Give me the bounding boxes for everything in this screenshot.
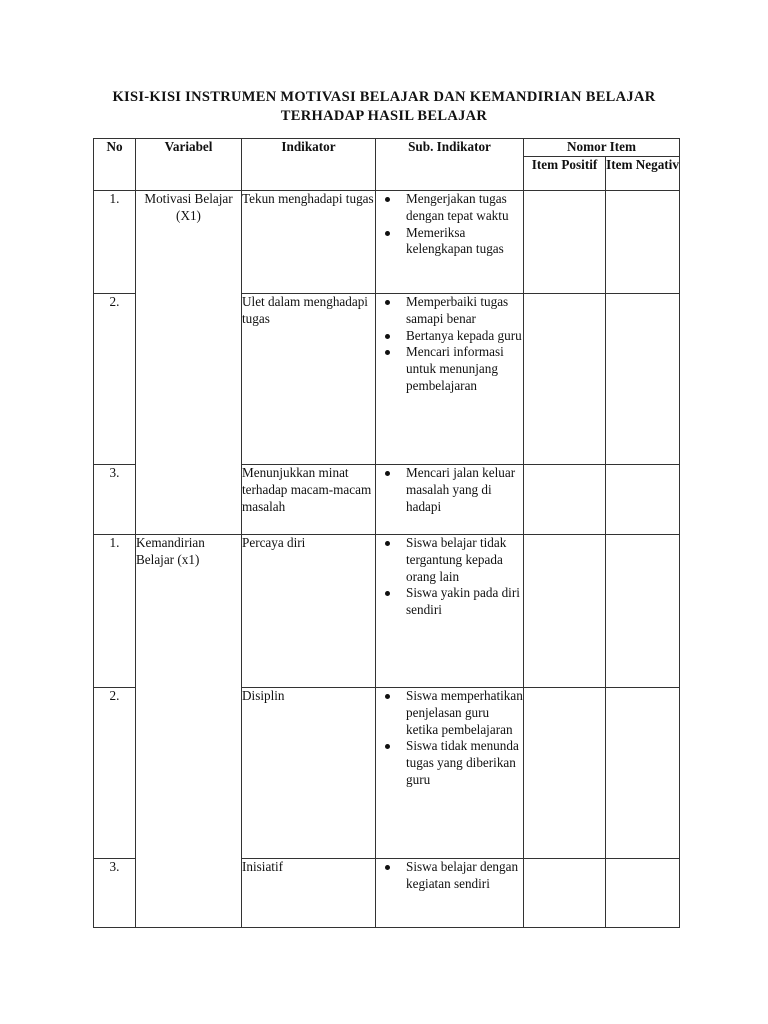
sub-indikator-item: Memperbaiki tugas samapi benar — [406, 294, 523, 328]
sub-indikator-list — [376, 535, 523, 619]
indikator-cell: Ulet dalam menghadapi tugas — [242, 294, 376, 465]
indikator-cell: Percaya diri — [242, 535, 376, 688]
header-variabel: Variabel — [136, 139, 242, 191]
indikator-cell: Inisiatif — [242, 859, 376, 928]
indikator-cell: Menunjukkan minat terhadap macam-macam masalah — [242, 465, 376, 535]
item-negativ-cell — [606, 191, 680, 294]
table-row — [94, 535, 680, 688]
row-number: 2. — [94, 688, 136, 859]
kisi-kisi-table — [93, 138, 680, 928]
sub-indikator-item: Siswa belajar dengan kegiatan sendiri — [406, 859, 523, 893]
row-number: 3. — [94, 465, 136, 535]
item-positif-cell — [524, 191, 606, 294]
sub-indikator-cell — [376, 859, 524, 928]
indikator-cell: Disiplin — [242, 688, 376, 859]
sub-indikator-cell — [376, 465, 524, 535]
variabel-cell: Motivasi Belajar (X1) — [136, 191, 242, 535]
item-negativ-cell — [606, 859, 680, 928]
header-indikator: Indikator — [242, 139, 376, 191]
sub-indikator-list — [376, 465, 523, 515]
sub-indikator-item: Memeriksa kelengkapan tugas — [406, 225, 523, 259]
sub-indikator-cell — [376, 688, 524, 859]
header-no: No — [94, 139, 136, 191]
header-item-negativ: Item Negativ — [606, 157, 680, 191]
title-line-2: TERHADAP HASIL BELAJAR — [280, 108, 488, 124]
sub-indikator-item: Siswa yakin pada diri sendiri — [406, 585, 523, 619]
row-number: 2. — [94, 294, 136, 465]
row-number: 1. — [94, 535, 136, 688]
title-line-1: KISI-KISI INSTRUMEN MOTIVASI BELAJAR DAN KEMANDIRIAN BELAJAR — [112, 89, 656, 105]
sub-indikator-item: Bertanya kepada guru — [406, 327, 522, 343]
sub-indikator-item: Mencari informasi untuk menunjang pembelajaran — [406, 344, 523, 394]
sub-indikator-list — [376, 294, 523, 395]
sub-indikator-item: Siswa belajar tidak tergantung kepada orang lain — [406, 535, 523, 585]
header-nomor-item: Nomor Item — [524, 139, 680, 157]
sub-indikator-item: Siswa tidak menunda tugas yang diberikan guru — [406, 738, 523, 788]
item-positif-cell — [524, 294, 606, 465]
header-row — [94, 139, 680, 157]
sub-indikator-cell — [376, 535, 524, 688]
row-number: 3. — [94, 859, 136, 928]
sub-indikator-list — [376, 191, 523, 258]
item-negativ-cell — [606, 688, 680, 859]
sub-indikator-list — [376, 859, 523, 893]
header-item-positif: Item Positif — [524, 157, 606, 191]
sub-indikator-item: Mencari jalan keluar masalah yang di hadapi — [406, 465, 523, 515]
item-positif-cell — [524, 465, 606, 535]
item-positif-cell — [524, 535, 606, 688]
row-number: 1. — [94, 191, 136, 294]
indikator-cell: Tekun menghadapi tugas — [242, 191, 376, 294]
sub-indikator-cell — [376, 294, 524, 465]
document-title — [60, 88, 708, 126]
item-negativ-cell — [606, 294, 680, 465]
sub-indikator-item: Siswa memperhatikan penjelasan guru ketika pembelajaran — [406, 688, 523, 737]
item-negativ-cell — [606, 465, 680, 535]
sub-indikator-list — [376, 688, 523, 789]
item-positif-cell — [524, 859, 606, 928]
item-positif-cell — [524, 688, 606, 859]
variabel-cell: Kemandirian Belajar (x1) — [136, 535, 242, 928]
sub-indikator-item: Mengerjakan tugas dengan tepat waktu — [406, 191, 523, 225]
header-sub-indikator: Sub. Indikator — [376, 139, 524, 191]
sub-indikator-cell — [376, 191, 524, 294]
item-negativ-cell — [606, 535, 680, 688]
table-row — [94, 191, 680, 294]
